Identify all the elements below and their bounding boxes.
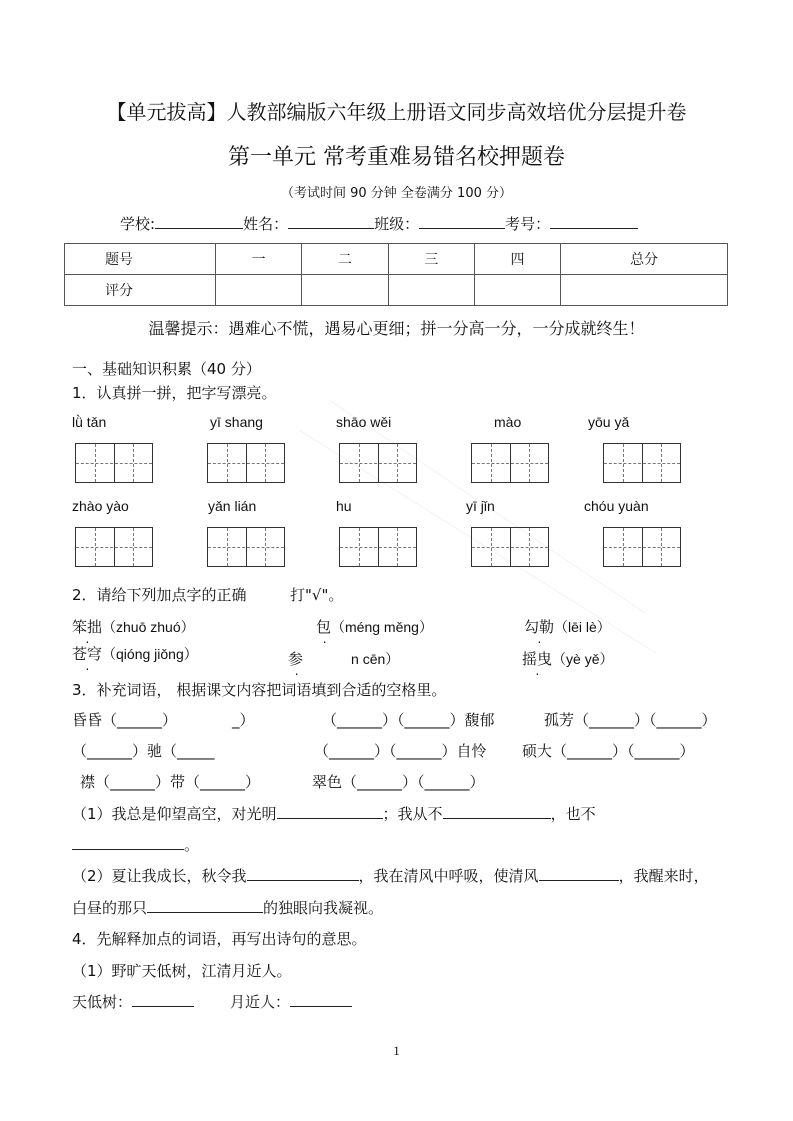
q4-answer-1: 天低树： bbox=[72, 991, 194, 1012]
q3-word-blank[interactable]: 孤芳（______）（______） bbox=[544, 711, 717, 729]
pinyin-label: hu bbox=[336, 498, 352, 514]
q2-item: 摇曳（yè yě） bbox=[522, 650, 614, 668]
q3-word-blank[interactable]: （______）（______）自怜 bbox=[314, 742, 487, 760]
writing-grid[interactable] bbox=[339, 443, 417, 483]
q2-item: 参 n cēn） bbox=[288, 650, 400, 668]
class-blank[interactable] bbox=[419, 213, 505, 229]
page-number: 1 bbox=[393, 1043, 400, 1058]
pinyin-label: yī jǐn bbox=[466, 498, 495, 514]
q2-item: 包（méng měng） bbox=[316, 618, 433, 636]
fill-blank[interactable] bbox=[290, 991, 352, 1007]
writing-grid[interactable] bbox=[603, 443, 681, 483]
pinyin-label: lǜ tǎn bbox=[72, 414, 107, 430]
fill-blank[interactable] bbox=[247, 865, 359, 881]
fill-blank[interactable] bbox=[147, 897, 263, 913]
q3-word-blank[interactable]: 翠色（______）（______） bbox=[312, 773, 485, 791]
score-row-label: 评分 bbox=[65, 275, 216, 306]
writing-grid[interactable] bbox=[339, 527, 417, 567]
fill-blank[interactable] bbox=[72, 834, 184, 850]
fill-blank[interactable] bbox=[277, 803, 383, 819]
document-title: 【单元拔高】人教部编版六年级上册语文同步高效培优分层提升卷 bbox=[106, 100, 687, 124]
pinyin-label: shāo wěi bbox=[336, 414, 392, 430]
score-header-cell: 四 bbox=[474, 244, 560, 275]
score-header-cell: 三 bbox=[388, 244, 474, 275]
q3-word-blank[interactable]: 襟（______）带（______） bbox=[80, 773, 261, 791]
score-header-cell: 二 bbox=[302, 244, 388, 275]
name-blank[interactable] bbox=[288, 213, 374, 229]
score-cell[interactable] bbox=[302, 275, 388, 306]
writing-grid[interactable] bbox=[207, 443, 285, 483]
q3-sentence-2-cont: 白昼的那只 的独眼向我凝视。 bbox=[72, 899, 384, 917]
writing-grid[interactable] bbox=[471, 527, 549, 567]
q2-item: 苍穹（qióng jiǒng） bbox=[72, 645, 198, 663]
q3-word-blank[interactable]: （______）驰（_____ bbox=[72, 742, 215, 760]
pinyin-label: yī shang bbox=[210, 414, 263, 430]
fill-blank[interactable] bbox=[539, 865, 619, 881]
q3-word-blank[interactable]: _） bbox=[232, 711, 255, 729]
score-cell[interactable] bbox=[474, 275, 560, 306]
student-info-line bbox=[120, 213, 638, 234]
score-header-cell: 总分 bbox=[561, 244, 728, 275]
q3-sentence-2: （2）夏让我成长，秋令我 ，我在清风中呼吸，使清风 ，我醒来时， bbox=[72, 867, 709, 885]
q3-sentence-1: （1）我总是仰望高空，对光明 ；我从不 ，也不 bbox=[72, 805, 596, 823]
q4-poem-line: （1）野旷天低树，江清月近人。 bbox=[72, 962, 292, 980]
pinyin-label: chóu yuàn bbox=[584, 498, 649, 514]
score-header-cell: 一 bbox=[216, 244, 302, 275]
question-3-title: 3．补充词语， 根据课文内容把词语填到合适的空格里。 bbox=[72, 681, 447, 699]
school-label: 学校: bbox=[120, 215, 156, 233]
q3-sentence-1-cont: 。 bbox=[72, 834, 199, 855]
score-cell[interactable] bbox=[216, 275, 302, 306]
q2-item: 勾勒（lēi lè） bbox=[524, 618, 611, 636]
score-table-header-row bbox=[65, 244, 728, 275]
school-blank[interactable] bbox=[155, 213, 243, 229]
q2-item: 笨拙（zhuō zhuó） bbox=[72, 618, 195, 636]
score-cell[interactable] bbox=[388, 275, 474, 306]
exam-no-label: 考号： bbox=[505, 215, 551, 233]
q3-word-blank[interactable]: 硕大（______）（______） bbox=[522, 742, 695, 760]
q3-word-blank[interactable]: 昏昏（______） bbox=[72, 711, 178, 729]
name-label: 姓名： bbox=[243, 215, 289, 233]
question-1-title: 1．认真拼一拼，把字写漂亮。 bbox=[72, 384, 277, 402]
class-label: 班级： bbox=[374, 215, 420, 233]
pinyin-label: mào bbox=[494, 414, 522, 430]
writing-grid[interactable] bbox=[75, 527, 153, 567]
section-title: 一、基础知识积累（40 分） bbox=[72, 360, 261, 378]
question-4-title: 4．先解释加点的词语，再写出诗句的意思。 bbox=[72, 930, 367, 948]
score-table bbox=[64, 243, 728, 306]
fill-blank[interactable] bbox=[443, 803, 551, 819]
question-2-title: 2．请给下列加点字的正确 bbox=[72, 586, 247, 604]
fill-blank[interactable] bbox=[132, 991, 194, 1007]
pinyin-label: yōu yǎ bbox=[588, 414, 630, 430]
score-table-score-row bbox=[65, 275, 728, 306]
pinyin-label: yǎn lián bbox=[208, 498, 257, 514]
warm-tip: 温馨提示：遇难心不慌，遇易心更细；拼一分高一分，一分成就终生！ bbox=[148, 319, 645, 338]
document-subtitle: 第一单元 常考重难易错名校押题卷 bbox=[228, 145, 565, 170]
writing-grid[interactable] bbox=[207, 527, 285, 567]
q3-word-blank[interactable]: （______）（______）馥郁 bbox=[322, 711, 495, 729]
score-header-cell: 题号 bbox=[65, 244, 216, 275]
exam-no-blank[interactable] bbox=[550, 213, 638, 229]
writing-grid[interactable] bbox=[603, 527, 681, 567]
writing-grid[interactable] bbox=[471, 443, 549, 483]
writing-grid[interactable] bbox=[75, 443, 153, 483]
question-2-title-tail: 打"√"。 bbox=[290, 586, 344, 604]
exam-info: （考试时间 90 分钟 全卷满分 100 分） bbox=[280, 186, 513, 201]
pinyin-label: zhào yào bbox=[72, 498, 129, 514]
q4-answer-2: 月近人： bbox=[230, 991, 352, 1012]
score-cell[interactable] bbox=[561, 275, 728, 306]
